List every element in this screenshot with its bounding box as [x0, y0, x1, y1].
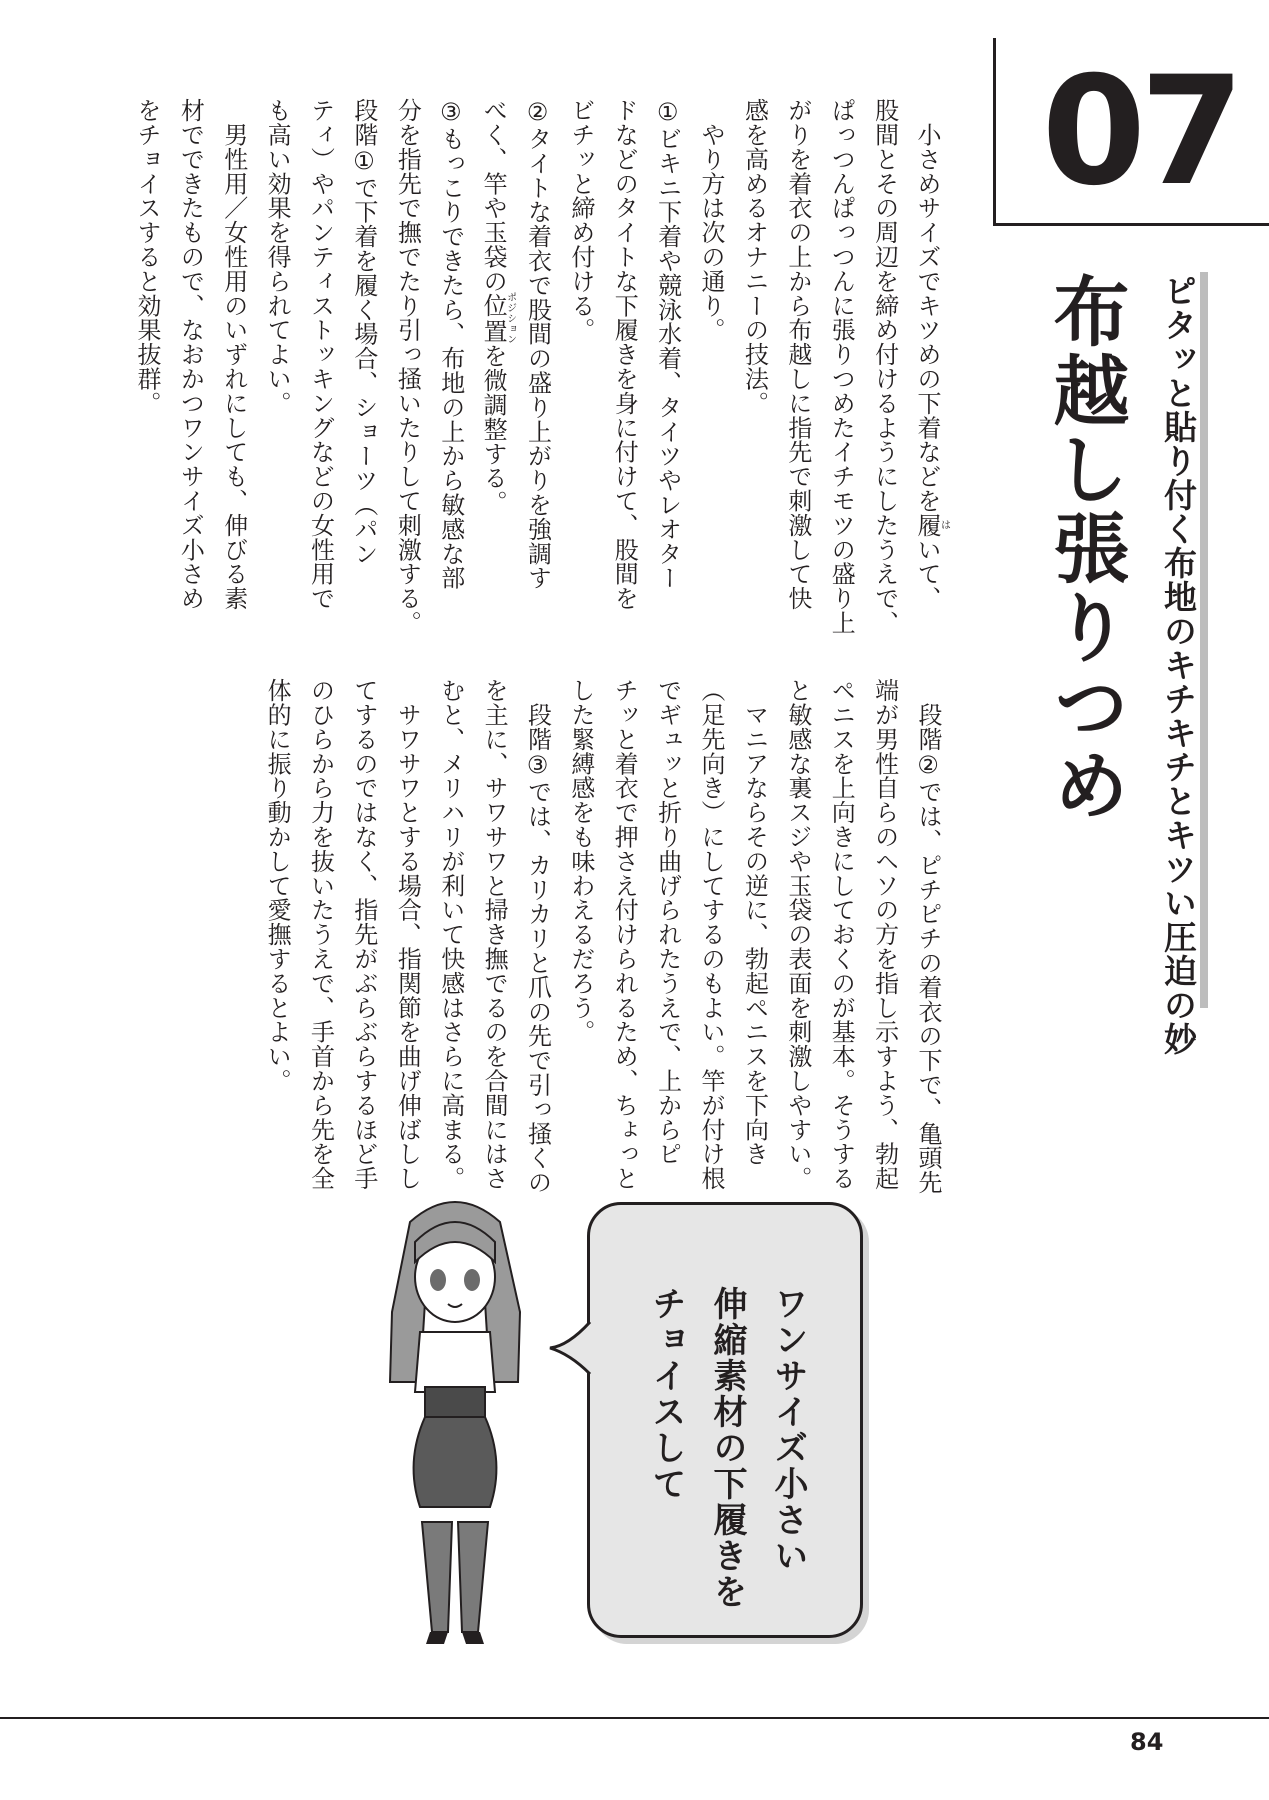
text-column: も高い効果を得られてよい。	[263, 98, 292, 416]
text-column: 体的に振り動かして愛撫するとよい。	[263, 678, 292, 1093]
text-column: でギュッと折り曲げられたうえで、上からピ	[653, 678, 682, 1166]
text-column: べく、竿や玉袋の位置ポジションを微調整する。	[479, 98, 516, 515]
chapter-box-vertical-rule	[993, 38, 996, 226]
text-column: を主に、サワサワと掃き撫でるのを合間にはさ	[480, 678, 509, 1191]
text-column: のひらから力を抜いたうえで、手首から先を全	[306, 678, 335, 1191]
character-illustration	[370, 1182, 540, 1652]
text-column: した緊縛感をも味わえるだろう。	[566, 678, 595, 1044]
text-column: 端が男性自らのヘソの方を指し示すよう、勃起	[870, 678, 899, 1191]
text-column: 段階②では、ピチピチの着衣の下で、亀頭先	[914, 678, 942, 1195]
page-title: 布越し張りつめ	[1041, 272, 1130, 825]
text-column: 男性用／女性用のいずれにしても、伸びる素	[219, 98, 248, 611]
footer-rule	[0, 1717, 1269, 1719]
text-column: チッと着衣で押さえ付けられるため、ちょっと	[610, 678, 639, 1191]
text-column: 材でできたもので、なおかつワンサイズ小さめ	[176, 98, 205, 611]
subtitle-bar	[1200, 272, 1208, 1008]
text-column: と敏感な裏スジや玉袋の表面を刺激しやすい。	[783, 678, 812, 1191]
text-column: マニアならその逆に、勃起ペニスを下向き	[740, 678, 769, 1166]
ruby-annotation: 履は	[913, 512, 950, 538]
text-column: ②タイトな着衣で股間の盛り上がりを強調す	[523, 98, 552, 590]
text-column: てするのではなく、指先がぶらぶらするほど手	[349, 678, 378, 1191]
speech-line: チョイスして	[646, 1286, 686, 1502]
speech-bubble-text	[635, 1286, 818, 1610]
text-column: ティ）やパンティストッキングなどの女性用で	[306, 98, 335, 611]
speech-bubble-tail	[548, 1318, 592, 1378]
text-column: 感を高めるオナニーの技法。	[740, 98, 769, 416]
text-column: ①ビキニ下着や競泳水着、タイツやレオター	[653, 98, 682, 590]
chapter-number: 07	[1041, 45, 1239, 219]
text-column: をチョイスすると効果抜群。	[132, 98, 161, 416]
text-column: 段階③では、カリカリと爪の先で引っ掻くの	[523, 678, 552, 1195]
body-text-upper	[125, 98, 949, 635]
chapter-box-horizontal-rule	[993, 223, 1269, 226]
speech-line: 伸縮素材の下履きを	[707, 1286, 747, 1610]
text-column: ビチッと締め付ける。	[566, 98, 595, 342]
text-column: がりを着衣の上から布越しに指先で刺激して快	[783, 98, 812, 611]
text-column: ペニスを上向きにしておくのが基本。そうする	[827, 678, 856, 1191]
text-column: （足先向き）にしてするのもよい。竿が付け根	[697, 678, 726, 1191]
text-column: 段階①で下着を履く場合、ショーツ（パン	[349, 98, 378, 566]
page-number: 84	[1130, 1728, 1164, 1756]
subtitle: ピタッと貼り付く布地のキチキチとキツい圧迫の妙	[1159, 274, 1198, 1056]
text-column: ぱっつんぱっつんに張りつめたイチモツの盛り上	[827, 98, 856, 635]
text-column: ③もっこりできたら、布地の上から敏感な部	[436, 98, 465, 590]
text-column: 分を指先で撫でたり引っ掻いたりして刺激する。	[393, 98, 422, 635]
speech-line: ワンサイズ小さい	[768, 1286, 808, 1574]
text-column: ドなどのタイトな下履きを身に付けて、股間を	[610, 98, 639, 611]
text-column: むと、メリハリが利いて快感はさらに高まる。	[436, 678, 465, 1191]
text-column: 股間とその周辺を締め付けるようにしたうえで、	[870, 98, 899, 635]
body-text-lower	[255, 678, 949, 1194]
text-column: サワサワとする場合、指関節を曲げ伸ばしし	[393, 678, 422, 1191]
text-column: 小さめサイズでキツめの下着などを履はいて、	[913, 98, 950, 611]
text-column: やり方は次の通り。	[697, 98, 726, 342]
ruby-annotation: 位置ポジション	[479, 292, 516, 345]
